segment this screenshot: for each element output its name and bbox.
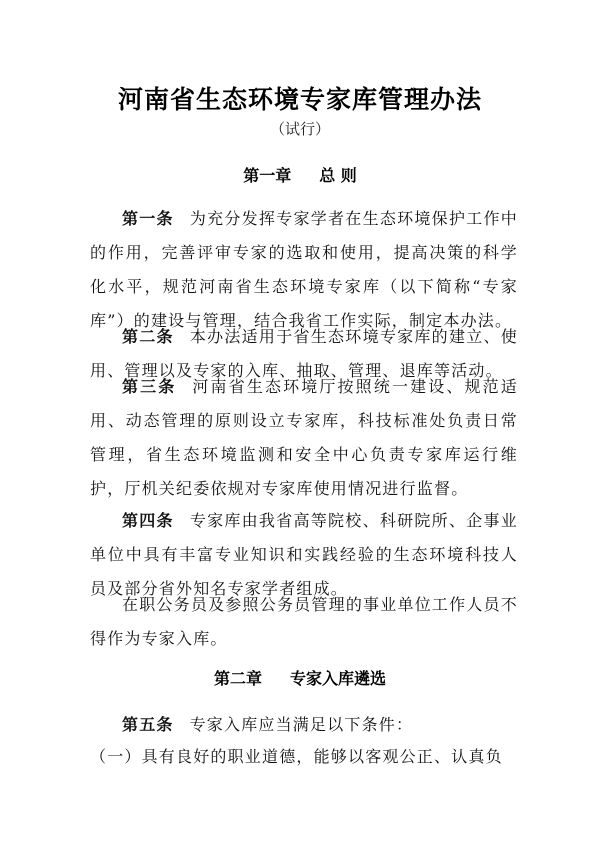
article xyxy=(90,370,518,506)
article xyxy=(90,708,518,742)
article-text: 河南省生态环境厅按照统一建设、规范适用、动态管理的原则设立专家库，科技标准处负责日常管理，省生态环境监测和安全中心负责专家库运行维护，厅机关纪委依规对专家库使用情况进行监督。 xyxy=(90,377,518,498)
item-text: （一）具有良好的职业道德，能够以客观公正、认真负 xyxy=(90,747,503,766)
article-label: 第二条 xyxy=(122,327,174,346)
document-title: 河南省生态环境专家库管理办法 xyxy=(117,85,482,114)
chapter-heading xyxy=(0,163,600,186)
chapter-name: 专家入库遴选 xyxy=(290,669,387,688)
article-text: 本办法适用于省生态环境专家库的建立、使用、管理以及专家的入库、抽取、管理、退库等活动。 xyxy=(90,327,518,380)
article-label: 第五条 xyxy=(122,715,174,734)
chapter-number: 第一章 xyxy=(243,166,292,185)
article-label: 第一条 xyxy=(122,209,174,228)
list-item xyxy=(90,740,518,774)
document-subtitle: （试行） xyxy=(269,120,330,138)
article-paragraph xyxy=(90,588,518,656)
article-text: 在职公务员及参照公务员管理的事业单位工作人员不得作为专家入库。 xyxy=(90,595,518,648)
article-text: 专家库由我省高等院校、科研院所、企事业单位中具有丰富专业知识和实践经验的生态环境科技人员及部分省外知名专家学者组成。 xyxy=(90,511,518,598)
article-label: 第四条 xyxy=(122,511,174,530)
article-label: 第三条 xyxy=(122,377,177,396)
article-text: 专家入库应当满足以下条件： xyxy=(189,715,414,734)
chapter-name: 总 则 xyxy=(319,166,357,185)
article xyxy=(90,202,518,338)
chapter-heading xyxy=(0,666,600,689)
article-text: 为充分发挥专家学者在生态环境保护工作中的作用，完善评审专家的选取和使用，提高决策的科学化水平，规范河南省生态环境专家库（以下简称“专家库”）的建设与管理，结合我省工作实际，制定本办法。 xyxy=(90,209,518,330)
chapter-number: 第二章 xyxy=(213,669,262,688)
